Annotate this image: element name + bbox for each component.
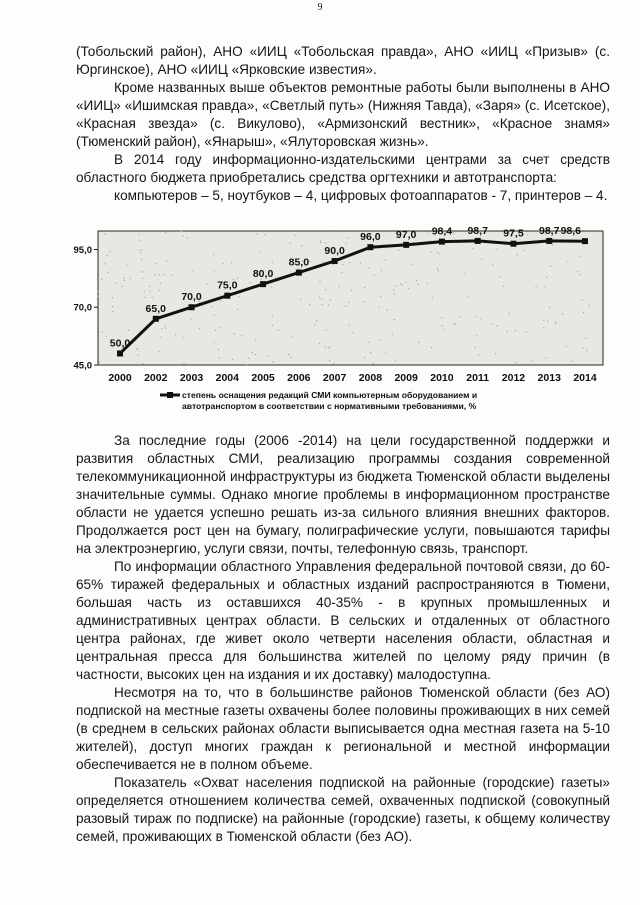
legend-label: автотранспортом в соответствии с нормативными требованиями, % xyxy=(182,401,477,411)
plot-texture-dot xyxy=(241,335,242,336)
plot-texture-dot xyxy=(291,357,292,358)
x-tick-label: 2008 xyxy=(358,372,383,384)
plot-texture-dot xyxy=(481,318,482,319)
plot-texture-dot xyxy=(123,278,124,279)
x-tick-label: 2004 xyxy=(215,372,239,384)
plot-texture-dot xyxy=(321,304,322,305)
plot-texture-dot xyxy=(161,337,162,338)
plot-texture-dot xyxy=(589,305,590,306)
plot-texture-dot xyxy=(402,284,403,285)
x-tick-label: 2010 xyxy=(430,372,454,384)
line-chart xyxy=(73,223,610,423)
data-point xyxy=(367,244,373,250)
plot-texture-dot xyxy=(126,265,127,266)
plot-texture-dot xyxy=(369,342,370,343)
plot-texture-dot xyxy=(214,315,215,316)
plot-texture-dot xyxy=(517,254,518,255)
plot-texture-dot xyxy=(503,286,504,287)
plot-texture-dot xyxy=(156,263,157,264)
plot-texture-dot xyxy=(546,277,547,278)
plot-texture-dot xyxy=(212,306,213,307)
plot-texture-dot xyxy=(481,258,482,259)
plot-texture-dot xyxy=(255,340,256,341)
plot-texture-dot xyxy=(248,358,249,359)
plot-texture-dot xyxy=(163,274,164,275)
plot-texture-dot xyxy=(272,262,273,263)
equipment-chart xyxy=(73,223,610,423)
y-tick-label: 95,0 xyxy=(73,244,92,256)
plot-texture-dot xyxy=(349,262,350,263)
plot-texture-dot xyxy=(353,332,354,333)
plot-texture-dot xyxy=(464,273,465,274)
data-label: 70,0 xyxy=(181,291,202,304)
plot-texture-dot xyxy=(232,359,233,360)
plot-texture-dot xyxy=(106,336,107,337)
plot-texture-dot xyxy=(158,351,159,352)
plot-texture-dot xyxy=(234,333,235,334)
data-label: 98,6 xyxy=(560,225,581,238)
plot-texture-dot xyxy=(444,329,445,330)
plot-texture-dot xyxy=(380,296,381,297)
data-point xyxy=(224,293,230,299)
paragraph: Кроме названных выше объектов ремонтные работы были выполнены в АНО «ИИЦ» «Ишимская правда», «Светлый путь» (Нижняя Тавда), «Заря» (с. Исетское), «Красная звезда» (с. Викулово), «Армизонский вестник», «Красное знамя» (Тюменский район), «Янарыш», «Ялуторовская жизнь». xyxy=(76,80,610,149)
plot-texture-dot xyxy=(319,281,320,282)
plot-texture-dot xyxy=(491,323,492,324)
plot-texture-dot xyxy=(294,235,295,236)
plot-texture-dot xyxy=(536,286,537,287)
plot-texture-dot xyxy=(330,300,331,301)
plot-texture-dot xyxy=(214,270,215,271)
data-label: 98,4 xyxy=(431,225,453,238)
plot-texture-dot xyxy=(122,286,123,287)
plot-texture-dot xyxy=(418,342,419,343)
plot-texture-dot xyxy=(154,274,155,275)
plot-texture-dot xyxy=(364,357,365,358)
x-tick-label: 2009 xyxy=(394,372,418,384)
data-point xyxy=(582,238,588,244)
plot-texture-dot xyxy=(441,317,442,318)
plot-texture-dot xyxy=(360,262,361,263)
plot-texture-dot xyxy=(473,248,474,249)
plot-texture-dot xyxy=(428,231,429,232)
intro-text xyxy=(76,43,610,205)
plot-texture-dot xyxy=(500,276,501,277)
plot-texture-dot xyxy=(139,240,140,241)
plot-texture-dot xyxy=(431,347,432,348)
paragraph: Несмотря на то, что в большинстве районов Тюменской области (без АО) подпиской на местные газеты охвачены более половины проживающих в них семей (в среднем в сельских районах области выписывается одна местная газета на 5-10 жителей), доступ многих граждан к региональной и местной информации обеспечивается не в полном объеме. xyxy=(76,685,610,772)
plot-texture-dot xyxy=(454,323,455,324)
plot-texture-dot xyxy=(323,262,324,263)
plot-texture-dot xyxy=(162,328,163,329)
plot-texture-dot xyxy=(172,275,173,276)
plot-texture-dot xyxy=(325,346,326,347)
plot-texture-dot xyxy=(406,282,407,283)
legend-swatch-marker xyxy=(167,392,173,398)
plot-texture-dot xyxy=(582,299,583,300)
plot-texture-dot xyxy=(149,286,150,287)
plot-texture-dot xyxy=(102,332,103,333)
x-tick-label: 2006 xyxy=(287,372,311,384)
plot-texture-dot xyxy=(150,291,151,292)
plot-texture-dot xyxy=(549,307,550,308)
plot-texture-dot xyxy=(374,275,375,276)
plot-texture-dot xyxy=(159,274,160,275)
data-point xyxy=(403,242,409,248)
plot-texture-dot xyxy=(219,358,220,359)
x-tick-label: 2000 xyxy=(108,372,132,384)
plot-texture-dot xyxy=(98,296,99,297)
plot-texture-dot xyxy=(545,286,546,287)
plot-texture-dot xyxy=(160,283,161,284)
plot-texture-dot xyxy=(107,272,108,273)
plot-texture-dot xyxy=(218,349,219,350)
plot-texture-dot xyxy=(105,234,106,235)
plot-texture-dot xyxy=(272,325,273,326)
plot-texture-dot xyxy=(478,354,479,355)
plot-texture-dot xyxy=(320,242,321,243)
data-label: 90,0 xyxy=(324,245,345,258)
plot-texture-dot xyxy=(400,283,401,284)
plot-texture-dot xyxy=(239,296,240,297)
plot-texture-dot xyxy=(369,268,370,269)
plot-texture-dot xyxy=(346,243,347,244)
plot-texture-dot xyxy=(139,233,140,234)
plot-texture-dot xyxy=(112,297,113,298)
plot-texture-dot xyxy=(320,241,321,242)
x-tick-label: 2011 xyxy=(466,372,490,384)
x-tick-label: 2013 xyxy=(537,372,561,384)
plot-texture-dot xyxy=(329,231,330,232)
legend-label: степень оснащения редакций СМИ компьютерным оборудованием и xyxy=(182,390,478,400)
plot-texture-dot xyxy=(342,264,343,265)
plot-texture-dot xyxy=(378,306,379,307)
data-point xyxy=(332,258,338,264)
plot-texture-dot xyxy=(387,310,388,311)
plot-texture-dot xyxy=(345,306,346,307)
plot-texture-dot xyxy=(192,271,193,272)
plot-texture-dot xyxy=(206,283,207,284)
plot-texture-dot xyxy=(555,323,556,324)
plot-texture-dot xyxy=(101,279,102,280)
plot-texture-dot xyxy=(124,280,125,281)
plot-texture-dot xyxy=(370,352,371,353)
plot-texture-dot xyxy=(437,268,438,269)
plot-texture-dot xyxy=(373,363,374,364)
plot-texture-dot xyxy=(475,316,476,317)
plot-texture-dot xyxy=(152,297,153,298)
plot-texture-dot xyxy=(316,320,317,321)
plot-texture-dot xyxy=(237,309,238,310)
plot-texture-dot xyxy=(550,266,551,267)
plot-texture-dot xyxy=(329,360,330,361)
data-point xyxy=(260,281,266,287)
plot-texture-dot xyxy=(138,355,139,356)
plot-texture-dot xyxy=(364,287,365,288)
plot-texture-dot xyxy=(394,293,395,294)
plot-texture-dot xyxy=(97,291,98,292)
plot-texture-dot xyxy=(330,346,331,347)
plot-texture-dot xyxy=(165,232,166,233)
plot-texture-dot xyxy=(393,290,394,291)
plot-texture-dot xyxy=(395,286,396,287)
plot-texture-dot xyxy=(381,270,382,271)
x-tick-label: 2014 xyxy=(573,372,597,384)
plot-texture-dot xyxy=(325,289,326,290)
plot-texture-dot xyxy=(112,306,113,307)
plot-texture-dot xyxy=(319,297,320,298)
plot-texture-dot xyxy=(583,312,584,313)
x-tick-label: 2012 xyxy=(501,372,526,384)
plot-texture-dot xyxy=(314,324,315,325)
plot-texture-dot xyxy=(309,304,310,305)
x-tick-label: 2005 xyxy=(251,372,275,384)
data-label: 98,7 xyxy=(539,224,560,237)
plot-texture-dot xyxy=(380,340,381,341)
plot-texture-dot xyxy=(497,249,498,250)
plot-texture-dot xyxy=(272,315,273,316)
plot-texture-dot xyxy=(385,259,386,260)
plot-texture-dot xyxy=(220,300,221,301)
data-label: 97,0 xyxy=(395,228,417,241)
plot-texture-dot xyxy=(104,263,105,264)
plot-texture-dot xyxy=(333,363,334,364)
plot-texture-dot xyxy=(438,270,439,271)
plot-texture-dot xyxy=(166,260,167,261)
plot-texture-dot xyxy=(190,319,191,320)
plot-texture-dot xyxy=(349,325,350,326)
data-label: 65,0 xyxy=(145,302,166,315)
plot-texture-dot xyxy=(291,336,292,337)
plot-texture-dot xyxy=(555,321,556,322)
page-number: 9 xyxy=(317,2,323,13)
plot-texture-dot xyxy=(246,364,247,365)
plot-texture-dot xyxy=(183,235,184,236)
plot-texture-dot xyxy=(394,319,395,320)
plot-texture-dot xyxy=(186,237,187,238)
plot-texture-dot xyxy=(460,316,461,317)
plot-texture-dot xyxy=(107,255,108,256)
plot-texture-dot xyxy=(175,334,176,335)
plot-texture-dot xyxy=(142,271,143,272)
plot-texture-dot xyxy=(143,363,144,364)
plot-texture-dot xyxy=(182,231,183,232)
plot-texture-dot xyxy=(260,252,261,253)
data-label: 85,0 xyxy=(288,256,310,269)
data-label: 80,0 xyxy=(252,268,274,281)
body-text xyxy=(76,432,610,846)
plot-texture-dot xyxy=(252,352,253,353)
plot-texture-dot xyxy=(213,254,214,255)
data-label: 97,5 xyxy=(503,227,524,240)
plot-texture-dot xyxy=(165,327,166,328)
plot-texture-dot xyxy=(506,331,507,332)
data-point xyxy=(510,241,516,247)
data-point xyxy=(546,238,552,244)
paragraph: (Тобольский район), АНО «ИИЦ «Тобольская правда», АНО «ИИЦ «Призыв» (с. Юргинское), АНО «ИИЦ «Ярковские известия». xyxy=(76,44,610,77)
plot-texture-dot xyxy=(141,249,142,250)
plot-texture-dot xyxy=(231,262,232,263)
data-label: 98,7 xyxy=(467,224,488,237)
plot-texture-dot xyxy=(439,253,440,254)
plot-texture-dot xyxy=(580,274,581,275)
plot-texture-dot xyxy=(543,320,544,321)
plot-texture-dot xyxy=(319,343,320,344)
plot-texture-dot xyxy=(288,354,289,355)
plot-texture-dot xyxy=(442,325,443,326)
plot-texture-dot xyxy=(427,283,428,284)
plot-texture-dot xyxy=(474,347,475,348)
plot-texture-dot xyxy=(580,256,581,257)
data-point xyxy=(117,350,123,356)
plot-texture-dot xyxy=(348,302,349,303)
plot-texture-dot xyxy=(430,251,431,252)
plot-texture-dot xyxy=(552,244,553,245)
plot-texture-dot xyxy=(140,252,141,253)
data-label: 75,0 xyxy=(217,279,238,292)
plot-texture-dot xyxy=(112,311,113,312)
plot-texture-dot xyxy=(199,328,200,329)
plot-texture-dot xyxy=(301,245,302,246)
plot-texture-dot xyxy=(164,325,165,326)
data-point xyxy=(296,270,302,276)
data-label: 50,0 xyxy=(109,337,131,350)
plot-texture-dot xyxy=(300,299,301,300)
plot-texture-dot xyxy=(492,265,493,266)
plot-texture-dot xyxy=(392,334,393,335)
plot-texture-dot xyxy=(543,327,544,328)
plot-texture-dot xyxy=(325,329,326,330)
plot-texture-dot xyxy=(547,320,548,321)
plot-texture-dot xyxy=(181,231,182,232)
plot-texture-dot xyxy=(273,361,274,362)
plot-texture-dot xyxy=(278,330,279,331)
plot-texture-dot xyxy=(364,301,365,302)
plot-texture-dot xyxy=(264,234,265,235)
plot-texture-dot xyxy=(347,237,348,238)
plot-texture-dot xyxy=(341,272,342,273)
x-tick-label: 2002 xyxy=(144,372,168,384)
plot-texture-dot xyxy=(523,250,524,251)
y-tick-label: 70,0 xyxy=(73,302,92,314)
plot-texture-dot xyxy=(526,331,527,332)
plot-texture-dot xyxy=(477,335,478,336)
plot-texture-dot xyxy=(250,282,251,283)
plot-texture-dot xyxy=(328,347,329,348)
plot-texture-dot xyxy=(158,290,159,291)
plot-texture-dot xyxy=(256,233,257,234)
plot-texture-dot xyxy=(332,264,333,265)
plot-texture-dot xyxy=(437,252,438,253)
plot-texture-dot xyxy=(467,296,468,297)
plot-texture-dot xyxy=(566,346,567,347)
paragraph: По информации областного Управления федеральной почтовой связи, до 60-65% тиражей федеральных и областных изданий распространяются в Тюмени, большая часть из оставшихся 40-35% - в крупных промышленных и административных центрах области. В сельских и отдаленных от областного центра районах, где живет около четверти населения области, областная и центральная пресса для большинства жителей по целому ряду причин (в частности, высоких цен на издания и их доставку) малодоступна. xyxy=(76,559,610,682)
plot-texture-dot xyxy=(271,286,272,287)
paragraph: За последние годы (2006 -2014) на цели государственной поддержки и развития областных СМИ, реализацию программы создания современной телекоммуникационной инфраструктуры из бюджета Тюменской области выделены значительные суммы. Однако многие проблемы в информационном пространстве области не удается успешно решать из-за сильного влияния внешних факторов. Продолжается рост цен на бумагу, полиграфические услуги, повышаются тарифы на электроэнергию, услуги связи, почты, телефонную связь, транспорт. xyxy=(76,433,610,556)
plot-texture-dot xyxy=(183,337,184,338)
plot-texture-dot xyxy=(214,342,215,343)
plot-texture-dot xyxy=(416,280,417,281)
plot-texture-dot xyxy=(289,243,290,244)
plot-texture-dot xyxy=(183,363,184,364)
plot-texture-dot xyxy=(115,283,116,284)
plot-texture-dot xyxy=(432,297,433,298)
plot-texture-dot xyxy=(395,360,396,361)
plot-texture-dot xyxy=(219,327,220,328)
plot-texture-dot xyxy=(531,360,532,361)
paragraph: Показатель «Охват населения подпиской на районные (городские) газеты» определяется отношением количества семей, охваченных подпиской (совокупный разовый тираж по подписке) на районные (городские) газеты, к общему количеству семей, проживающих в Тюменской области (без АО). xyxy=(76,775,610,844)
plot-texture-dot xyxy=(577,271,578,272)
plot-texture-dot xyxy=(99,362,100,363)
data-point xyxy=(475,238,481,244)
x-tick-label: 2003 xyxy=(179,372,204,384)
plot-texture-dot xyxy=(585,337,586,338)
plot-texture-dot xyxy=(110,251,111,252)
plot-texture-dot xyxy=(453,232,454,233)
plot-texture-dot xyxy=(351,290,352,291)
plot-texture-dot xyxy=(144,290,145,291)
plot-texture-dot xyxy=(496,325,497,326)
plot-texture-dot xyxy=(545,357,546,358)
plot-texture-dot xyxy=(522,364,523,365)
plot-texture-dot xyxy=(385,353,386,354)
data-point xyxy=(153,316,159,322)
paragraph: компьютеров – 5, ноутбуков – 4, цифровых фотоаппаратов - 7, принтеров – 4. xyxy=(114,188,608,203)
plot-texture-dot xyxy=(509,313,510,314)
plot-texture-dot xyxy=(309,261,310,262)
plot-texture-dot xyxy=(398,250,399,251)
plot-texture-dot xyxy=(408,288,409,289)
plot-texture-dot xyxy=(412,264,413,265)
plot-texture-dot xyxy=(139,250,140,251)
data-point xyxy=(439,239,445,245)
plot-texture-dot xyxy=(223,263,224,264)
plot-texture-dot xyxy=(325,243,326,244)
plot-texture-dot xyxy=(136,349,137,350)
x-tick-label: 2007 xyxy=(322,372,347,384)
plot-texture-dot xyxy=(321,298,322,299)
plot-texture-dot xyxy=(328,305,329,306)
y-tick-label: 45,0 xyxy=(73,360,92,372)
plot-texture-dot xyxy=(268,355,269,356)
data-point xyxy=(189,304,195,310)
plot-texture-dot xyxy=(128,330,129,331)
paragraph: В 2014 году информационно-издательскими центрами за счет средств областного бюджета приобретались средства оргтехники и автотранспорта: xyxy=(76,152,610,185)
plot-texture-dot xyxy=(339,286,340,287)
plot-texture-dot xyxy=(527,234,528,235)
plot-texture-dot xyxy=(562,313,563,314)
plot-texture-dot xyxy=(141,259,142,260)
data-label: 96,0 xyxy=(360,231,381,244)
plot-texture-dot xyxy=(516,362,517,363)
plot-texture-dot xyxy=(583,348,584,349)
plot-texture-dot xyxy=(215,330,216,331)
plot-texture-dot xyxy=(586,350,587,351)
plot-texture-dot xyxy=(144,297,145,298)
plot-texture-dot xyxy=(255,354,256,355)
plot-texture-dot xyxy=(515,330,516,331)
plot-texture-dot xyxy=(143,278,144,279)
plot-texture-dot xyxy=(567,261,568,262)
plot-texture-dot xyxy=(275,277,276,278)
plot-texture-dot xyxy=(130,278,131,279)
plot-texture-dot xyxy=(417,284,418,285)
plot-texture-dot xyxy=(572,360,573,361)
plot-texture-dot xyxy=(495,353,496,354)
